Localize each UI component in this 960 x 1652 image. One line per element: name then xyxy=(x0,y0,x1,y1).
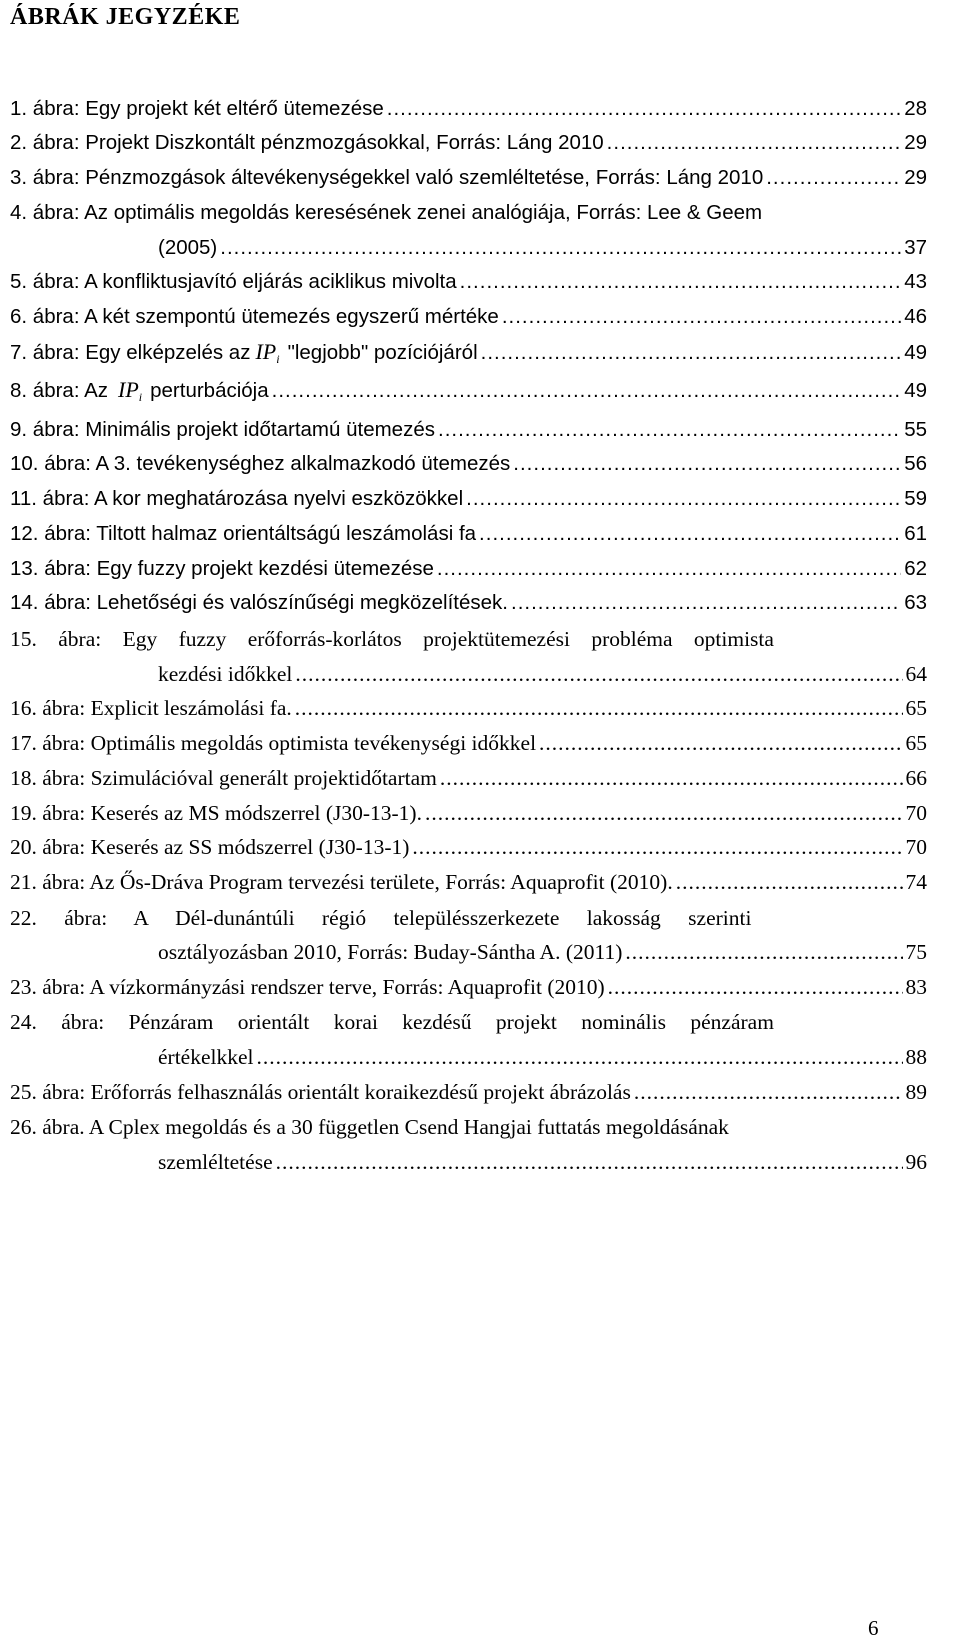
entry-title: kezdési időkkel xyxy=(158,662,293,686)
entry-title: 11. ábra: A kor meghatározása nyelvi eszközökkel xyxy=(10,487,464,510)
toc-entry[interactable] xyxy=(10,589,927,617)
entry-title: 2. ábra: Projekt Diszkontált pénzmozgásokkal, Forrás: Láng 2010 xyxy=(10,131,604,154)
entry-page: 74 xyxy=(905,870,927,894)
entry-page: 61 xyxy=(904,522,927,545)
dot-leader xyxy=(295,660,902,688)
toc-entry[interactable] xyxy=(10,303,927,331)
toc-entry[interactable] xyxy=(10,555,927,583)
entry-title: 24. ábra: Pénzáram orientált korai kezdésű projekt nominális pénzáram xyxy=(10,1010,774,1034)
entry-page: 29 xyxy=(904,131,927,154)
toc-entry[interactable] xyxy=(10,833,927,861)
dot-leader xyxy=(466,485,901,513)
toc-entry[interactable] xyxy=(10,95,927,123)
entry-page: 70 xyxy=(905,835,927,859)
toc-entry[interactable] xyxy=(10,625,927,653)
dot-leader xyxy=(625,938,902,966)
dot-leader xyxy=(479,520,901,548)
toc-entry[interactable] xyxy=(10,1113,927,1141)
dot-leader xyxy=(460,268,902,296)
dot-leader xyxy=(295,694,903,722)
entry-page: 62 xyxy=(904,557,927,580)
dot-leader xyxy=(513,450,901,478)
entry-page: 89 xyxy=(905,1080,927,1104)
entry-page: 56 xyxy=(904,452,927,475)
page-heading: ÁBRÁK JEGYZÉKE xyxy=(10,4,241,30)
toc-entry[interactable] xyxy=(10,868,927,896)
entry-title: 19. ábra: Keserés az MS módszerrel (J30-13-1). xyxy=(10,801,422,825)
entry-title: osztályozásban 2010, Forrás: Buday-Sántha A. (2011) xyxy=(158,940,623,964)
entry-title: (2005) xyxy=(158,236,218,259)
dot-leader xyxy=(766,164,901,192)
entry-title: 15. ábra: Egy fuzzy erőforrás-korlátos projektütemezési probléma optimista xyxy=(10,627,774,651)
entry-title: 26. ábra. A Cplex megoldás és a 30 független Csend Hangjai futtatás megoldásának xyxy=(10,1115,729,1139)
dot-leader xyxy=(608,973,903,1001)
dot-leader xyxy=(676,868,903,896)
toc-entry[interactable] xyxy=(10,764,927,792)
dot-leader xyxy=(387,95,901,123)
entry-title: 4. ábra: Az optimális megoldás keresésének zenei analógiája, Forrás: Lee & Geem xyxy=(10,201,763,224)
entry-page: 65 xyxy=(905,731,927,755)
entry-title: 16. ábra: Explicit leszámolási fa. xyxy=(10,696,292,720)
toc-entry-continuation[interactable] xyxy=(158,938,927,966)
toc-entry[interactable] xyxy=(10,450,927,478)
entry-page: 64 xyxy=(905,662,927,686)
toc-entry-continuation[interactable] xyxy=(158,1043,927,1071)
entry-title: 12. ábra: Tiltott halmaz orientáltságú leszámolási fa xyxy=(10,522,477,545)
entry-page: 75 xyxy=(905,940,927,964)
entry-title: 9. ábra: Minimális projekt időtartamú ütemezés xyxy=(10,418,435,441)
dot-leader xyxy=(607,129,902,157)
toc-entry[interactable] xyxy=(10,416,927,444)
dot-leader xyxy=(425,799,903,827)
dot-leader xyxy=(272,377,902,405)
toc-entry[interactable] xyxy=(10,520,927,548)
toc-entry[interactable] xyxy=(10,694,927,722)
toc-entry[interactable] xyxy=(10,1078,927,1106)
entry-title: 13. ábra: Egy fuzzy projekt kezdési ütemezése xyxy=(10,557,434,580)
toc-entry[interactable] xyxy=(10,799,927,827)
entry-title: 23. ábra: A vízkormányzási rendszer terve, Forrás: Aquaprofit (2010) xyxy=(10,975,605,999)
toc-entry[interactable] xyxy=(10,729,927,757)
entry-page: 70 xyxy=(905,801,927,825)
entry-title: 6. ábra: A két szempontú ütemezés egyszerű mértéke xyxy=(10,305,499,328)
entry-page: 83 xyxy=(905,975,927,999)
toc-entry[interactable] xyxy=(10,376,927,404)
entry-title: szemléltetése xyxy=(158,1150,273,1174)
entry-page: 49 xyxy=(904,341,927,364)
toc-entry-continuation[interactable] xyxy=(158,660,927,688)
dot-leader xyxy=(257,1043,903,1071)
entry-title: értékelkkel xyxy=(158,1045,254,1069)
entry-title: 5. ábra: A konfliktusjavító eljárás aciklikus mivolta xyxy=(10,270,457,293)
dot-leader xyxy=(276,1148,903,1176)
toc-entry[interactable] xyxy=(10,904,927,932)
entry-title-rest: perturbációja xyxy=(150,379,269,402)
math-symbol: $IP_i$ xyxy=(255,339,280,366)
dot-leader xyxy=(438,416,901,444)
toc-entry[interactable] xyxy=(10,129,927,157)
toc-entry[interactable] xyxy=(10,973,927,1001)
entry-page: 65 xyxy=(905,696,927,720)
entry-title: 17. ábra: Optimális megoldás optimista tevékenységi időkkel xyxy=(10,731,537,755)
entry-page: 37 xyxy=(904,236,927,259)
dot-leader xyxy=(412,833,902,861)
toc-entry[interactable] xyxy=(10,338,927,366)
entry-title: 20. ábra: Keserés az SS módszerrel (J30-13-1) xyxy=(10,835,410,859)
entry-title: 25. ábra: Erőforrás felhasználás orientált koraikezdésű projekt ábrázolás xyxy=(10,1080,631,1104)
dot-leader xyxy=(634,1078,903,1106)
dot-leader xyxy=(220,234,901,262)
math-symbol: $IP_i$ xyxy=(118,377,143,404)
dot-leader xyxy=(511,589,901,617)
entry-page: 49 xyxy=(904,379,927,402)
entry-page: 55 xyxy=(904,418,927,441)
entry-page: 96 xyxy=(905,1150,927,1174)
entry-title: 1. ábra: Egy projekt két eltérő ütemezése xyxy=(10,97,384,120)
entry-title: 14. ábra: Lehetőségi és valószínűségi megközelítések. xyxy=(10,591,508,614)
entry-page: 46 xyxy=(904,305,927,328)
toc-entry[interactable] xyxy=(10,268,927,296)
toc-entry[interactable] xyxy=(10,164,927,192)
entry-title: 22. ábra: A Dél-dunántúli régió településszerkezete lakosság szerinti xyxy=(10,906,752,930)
dot-leader xyxy=(502,303,901,331)
entry-page: 43 xyxy=(904,270,927,293)
toc-entry[interactable] xyxy=(10,1008,927,1036)
entry-title: 10. ábra: A 3. tevékenységhez alkalmazkodó ütemezés xyxy=(10,452,511,475)
entry-title: 21. ábra: Az Ős-Dráva Program tervezési területe, Forrás: Aquaprofit (2010). xyxy=(10,870,673,894)
entry-page: 63 xyxy=(904,591,927,614)
toc-entry-continuation[interactable] xyxy=(158,1148,927,1176)
entry-page: 59 xyxy=(904,487,927,510)
entry-title: 7. ábra: Egy elképzelés az xyxy=(10,341,251,364)
entry-page: 66 xyxy=(905,766,927,790)
entry-title: 3. ábra: Pénzmozgások áltevékenységekkel való szemléltetése, Forrás: Láng 2010 xyxy=(10,166,764,189)
entry-title-rest: "legjobb" pozíciójáról xyxy=(287,341,478,364)
toc-entry[interactable] xyxy=(10,199,927,227)
toc-entry-continuation[interactable] xyxy=(158,234,927,262)
entry-title: 8. ábra: Az xyxy=(10,379,109,402)
entry-title: 18. ábra: Szimulációval generált projektidőtartam xyxy=(10,766,437,790)
dot-leader xyxy=(539,729,902,757)
toc-entry[interactable] xyxy=(10,485,927,513)
dot-leader xyxy=(437,555,901,583)
entry-page: 29 xyxy=(904,166,927,189)
entry-page: 28 xyxy=(904,97,927,120)
dot-leader xyxy=(481,339,902,367)
dot-leader xyxy=(440,764,903,792)
entry-page: 88 xyxy=(905,1045,927,1069)
page-number: 6 xyxy=(868,1616,879,1640)
